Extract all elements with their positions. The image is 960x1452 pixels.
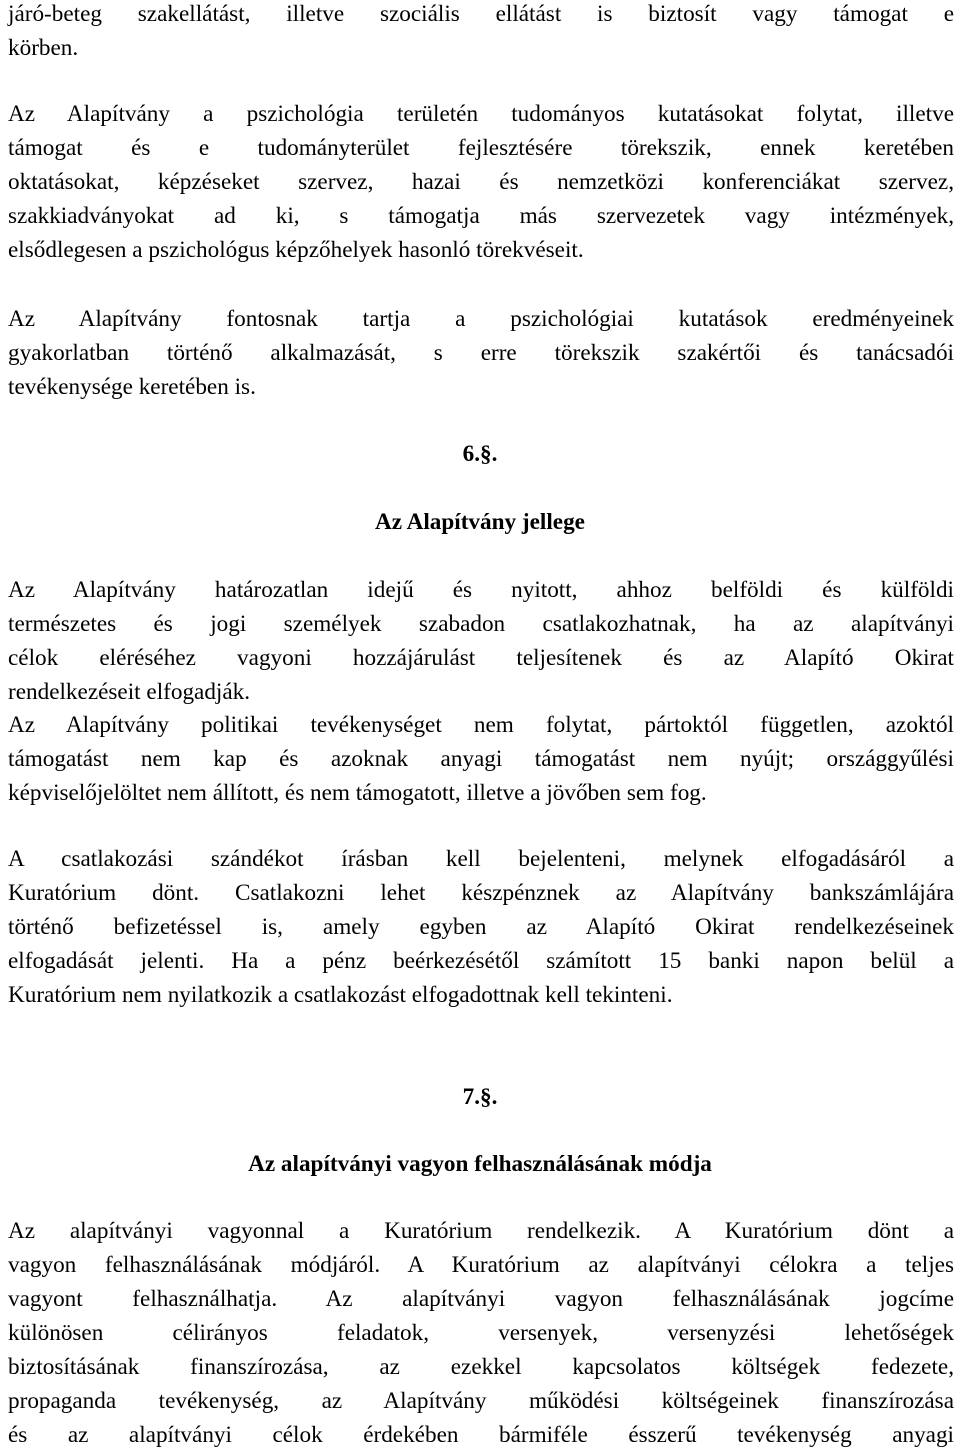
text-line: elsődlegesen a pszichológus képzőhelyek hasonló törekvéseit.	[8, 237, 584, 263]
text-line: Az Alapítvány fontosnak tartja a pszichológiai kutatások eredményeinek	[8, 306, 954, 332]
paragraph-political	[8, 708, 954, 810]
text-line: körben.	[8, 35, 79, 61]
text-line: oktatásokat, képzéseket szervez, hazai és nemzetközi konferenciákat szervez,	[8, 169, 954, 195]
section-title: Az alapítványi vagyon felhasználásának módja	[248, 1151, 712, 1177]
section-title: Az Alapítvány jellege	[375, 509, 585, 535]
text-line: képviselőjelöltet nem állított, és nem támogatott, illetve a jövőben sem fog.	[8, 780, 707, 806]
paragraph-intro	[8, 0, 954, 65]
paragraph-research	[8, 97, 954, 267]
text-line: Az Alapítvány határozatlan idejű és nyitott, ahhoz belföldi és külföldi	[8, 577, 954, 603]
text-line: elfogadását jelenti. Ha a pénz beérkezésétől számított 15 banki napon belül a	[8, 948, 954, 974]
section-number: 7.§.	[462, 1084, 498, 1110]
text-line: szakkiadványokat ad ki, s támogatja más szervezetek vagy intézmények,	[8, 203, 954, 229]
text-line: biztosításának finanszírozása, az ezekkel kapcsolatos költségek fedezete,	[8, 1354, 954, 1380]
text-line: Kuratórium dönt. Csatlakozni lehet készpénznek az Alapítvány bankszámlájára	[8, 880, 954, 906]
text-line: támogat és e tudományterület fejlesztésére törekszik, ennek keretében	[8, 135, 954, 161]
text-line: Az Alapítvány politikai tevékenységet nem folytat, pártoktól független, azoktól	[8, 712, 954, 738]
paragraph-joining	[8, 842, 954, 1012]
paragraph-application	[8, 302, 954, 404]
section-number: 6.§.	[462, 441, 498, 467]
text-line: és az alapítványi célok érdekében bármiféle ésszerű tevékenység anyagi	[8, 1422, 954, 1448]
text-line: A csatlakozási szándékot írásban kell bejelenteni, melynek elfogadásáról a	[8, 846, 954, 872]
text-line: vagyont felhasználhatja. Az alapítványi vagyon felhasználásának jogcíme	[8, 1286, 954, 1312]
text-line: támogatást nem kap és azoknak anyagi támogatást nem nyújt; országgyűlési	[8, 746, 954, 772]
text-line: célok eléréséhez vagyoni hozzájárulást teljesítenek és az Alapító Okirat	[8, 645, 954, 671]
text-line: tevékenysége keretében is.	[8, 374, 256, 400]
paragraph-character	[8, 573, 954, 709]
text-line: Kuratórium nem nyilatkozik a csatlakozást elfogadottnak kell tekinteni.	[8, 982, 673, 1008]
text-line: különösen célirányos feladatok, versenyek, versenyzési lehetőségek	[8, 1320, 954, 1346]
text-line: propaganda tevékenység, az Alapítvány működési költségeinek finanszírozása	[8, 1388, 954, 1414]
text-line: vagyon felhasználásának módjáról. A Kuratórium az alapítványi célokra a teljes	[8, 1252, 954, 1278]
paragraph-assets	[8, 1214, 954, 1452]
text-line: gyakorlatban történő alkalmazását, s erre törekszik szakértői és tanácsadói	[8, 340, 954, 366]
text-line: járó-beteg szakellátást, illetve szociális ellátást is biztosít vagy támogat e	[8, 1, 954, 27]
text-line: rendelkezéseit elfogadják.	[8, 679, 251, 705]
text-line: természetes és jogi személyek szabadon csatlakozhatnak, ha az alapítványi	[8, 611, 954, 637]
text-line: Az Alapítvány a pszichológia területén tudományos kutatásokat folytat, illetve	[8, 101, 954, 127]
text-line: történő befizetéssel is, amely egyben az Alapító Okirat rendelkezéseinek	[8, 914, 954, 940]
text-line: Az alapítványi vagyonnal a Kuratórium rendelkezik. A Kuratórium dönt a	[8, 1218, 954, 1244]
